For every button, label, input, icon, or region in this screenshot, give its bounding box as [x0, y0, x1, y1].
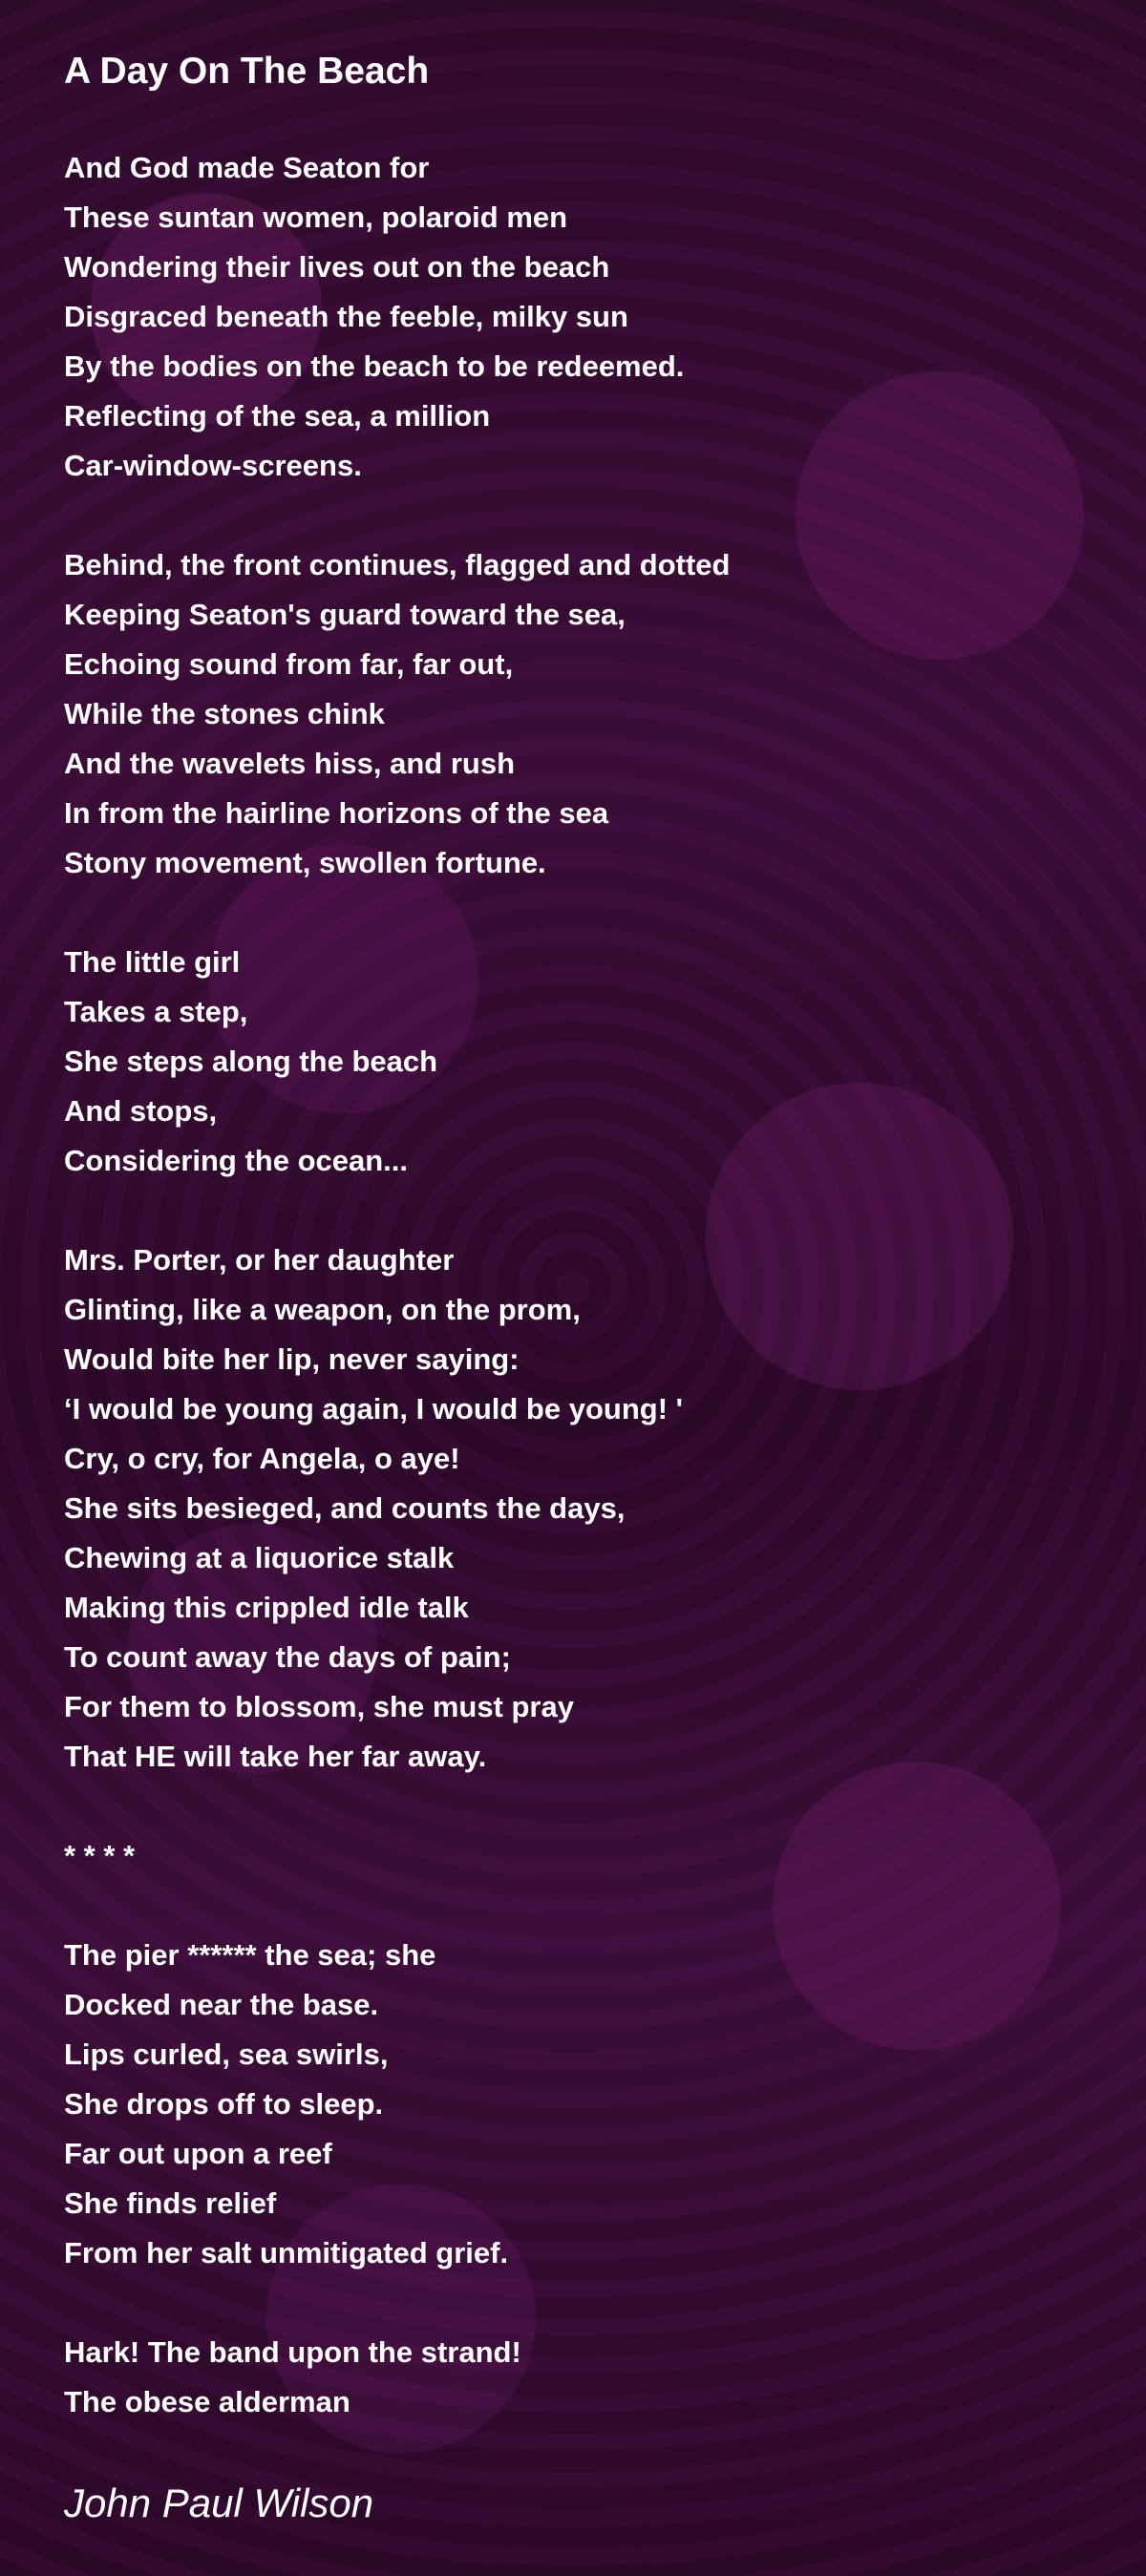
poem-title: A Day On The Beach	[64, 51, 430, 92]
stanza-2	[64, 540, 1095, 888]
poem-line: The little girl	[64, 945, 241, 979]
poem-line: By the bodies on the beach to be redeemed.	[64, 349, 685, 383]
poem-line: Glinting, like a weapon, on the prom,	[64, 1293, 581, 1326]
poem-line: That HE will take her far away.	[64, 1740, 487, 1773]
poem-line: Echoing sound from far, far out,	[64, 647, 514, 681]
poem-line: Cry, o cry, for Angela, o aye!	[64, 1442, 460, 1475]
poem-line: And stops,	[64, 1094, 218, 1128]
poem-line: Reflecting of the sea, a million	[64, 399, 491, 433]
poem-line: To count away the days of pain;	[64, 1640, 511, 1674]
poem-line: Takes a step,	[64, 995, 248, 1028]
stanza-3	[64, 938, 1095, 1186]
poem-line: Would bite her lip, never saying:	[64, 1342, 520, 1376]
poem-line: Chewing at a liquorice stalk	[64, 1541, 455, 1574]
poem-line: Lips curled, sea swirls,	[64, 2038, 389, 2071]
poem-line: Behind, the front continues, flagged and dotted	[64, 548, 731, 581]
poem-line: Docked near the base.	[64, 1988, 379, 2021]
poem-line: She steps along the beach	[64, 1045, 438, 1078]
poem-line: Mrs. Porter, or her daughter	[64, 1243, 455, 1277]
poem-line: The pier ****** the sea; she	[64, 1938, 436, 1972]
stanza-4	[64, 1235, 1095, 1782]
poem-line: Hark! The band upon the strand!	[64, 2335, 521, 2369]
poem-line: While the stones chink	[64, 697, 385, 730]
poem-line: These suntan women, polaroid men	[64, 201, 568, 234]
poem-line: And the wavelets hiss, and rush	[64, 747, 516, 780]
stanza-5	[64, 1831, 1095, 1881]
poem-line: Wondering their lives out on the beach	[64, 250, 610, 284]
poem-line: Stony movement, swollen fortune.	[64, 846, 546, 879]
section-break: * * * *	[64, 1839, 136, 1872]
poem-line: Disgraced beneath the feeble, milky sun	[64, 300, 628, 333]
poem-line: She sits besieged, and counts the days,	[64, 1491, 626, 1525]
stanza-6	[64, 1931, 1095, 2278]
poem-line: And God made Seaton for	[64, 151, 430, 184]
stanza-1	[64, 143, 1095, 491]
poem-line: Keeping Seaton's guard toward the sea,	[64, 598, 626, 631]
poem-line: From her salt unmitigated grief.	[64, 2236, 509, 2270]
poem-line: Considering the ocean...	[64, 1144, 408, 1177]
poem-author: John Paul Wilson	[64, 2481, 374, 2525]
poem-line: The obese alderman	[64, 2385, 350, 2418]
poem-body	[64, 50, 1095, 2477]
poem-line: Car-window-screens.	[64, 449, 362, 482]
poem-line: For them to blossom, she must pray	[64, 1690, 574, 1723]
stanza-7	[64, 2328, 1095, 2427]
poem-line: Making this crippled idle talk	[64, 1591, 469, 1624]
poem-line: ‘I would be young again, I would be young! '	[64, 1392, 684, 1425]
poem-line: She finds relief	[64, 2186, 277, 2220]
poem-line: She drops off to sleep.	[64, 2087, 384, 2121]
poem-line: Far out upon a reef	[64, 2137, 332, 2170]
poem-line: In from the hairline horizons of the sea	[64, 796, 609, 830]
